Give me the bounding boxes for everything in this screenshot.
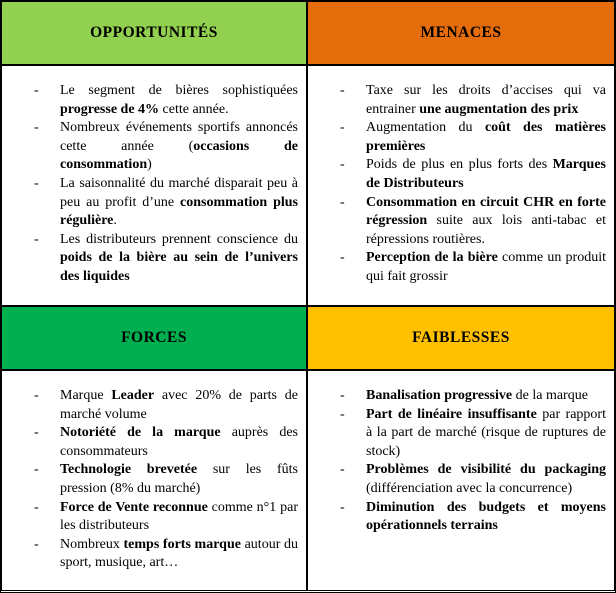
forces-cell	[1, 370, 307, 591]
bullet-dash: -	[34, 388, 39, 403]
opportunites-item-text: consommation plus régulière	[60, 194, 298, 229]
header-opportunites	[1, 1, 307, 65]
faiblesses-cell	[307, 370, 615, 591]
header-forces	[1, 306, 307, 370]
header-forces-label: FORCES	[121, 329, 187, 346]
header-menaces	[307, 1, 615, 65]
menaces-item	[314, 156, 606, 193]
menaces-item-text: Consommation en circuit CHR en forte régression	[366, 194, 606, 229]
forces-item	[8, 499, 298, 536]
opportunites-item-text: La saisonnalité du marché disparait peu à peu au profit d’une	[60, 175, 298, 210]
opportunites-list	[8, 82, 298, 287]
faiblesses-item-text: Problèmes de visibilité du packaging	[366, 462, 606, 478]
opportunites-item-text: Nombreux événements sportifs annoncés cette année (	[60, 120, 298, 154]
bullet-dash: -	[34, 175, 39, 191]
forces-item-text: Nombreux	[60, 536, 124, 552]
menaces-item-text: Augmentation du	[366, 120, 485, 136]
menaces-cell	[307, 65, 615, 306]
bullet-dash: -	[340, 388, 345, 403]
opportunites-item-text: .	[113, 213, 117, 229]
bullet-dash: -	[340, 120, 345, 136]
bullet-dash: -	[34, 120, 39, 136]
faiblesses-item-text: Part de linéaire insuffisante	[366, 406, 537, 422]
forces-item-text: temps forts marque	[123, 536, 241, 552]
bullet-dash: -	[340, 406, 345, 422]
menaces-item	[314, 249, 606, 286]
forces-item-text: comme n°1 par les distributeurs	[60, 499, 298, 534]
opportunites-item-text: occasions de consommation	[60, 138, 299, 173]
menaces-item-text: suite aux lois anti-tabac et répressions routières.	[366, 213, 606, 247]
bullet-dash: -	[34, 536, 39, 552]
opportunites-item-text: )	[147, 157, 152, 173]
bullet-dash: -	[340, 83, 345, 98]
forces-item-text: Marque	[60, 388, 112, 403]
menaces-item	[314, 194, 606, 250]
bullet-dash: -	[34, 83, 39, 98]
opportunites-item-text: Le segment de bières sophistiquées	[60, 83, 298, 98]
header-opportunites-label: OPPORTUNITÉS	[90, 24, 218, 41]
menaces-item	[314, 119, 606, 156]
faiblesses-item	[314, 499, 606, 536]
header-faiblesses	[307, 306, 615, 370]
menaces-item-text: comme un produit qui fait grossir	[366, 250, 607, 284]
forces-item	[8, 536, 298, 573]
opportunites-item	[8, 119, 298, 175]
opportunites-item	[8, 82, 298, 119]
bullet-dash: -	[340, 499, 345, 515]
menaces-item-text: Poids de plus en plus forts des	[366, 157, 553, 173]
forces-item	[8, 461, 298, 498]
menaces-list	[314, 82, 606, 287]
faiblesses-item	[314, 406, 606, 462]
header-faiblesses-label: FAIBLESSES	[412, 329, 510, 346]
opportunites-item-text: cette année.	[159, 101, 229, 117]
menaces-item-text: Perception de la bière	[366, 250, 498, 266]
forces-item	[8, 387, 298, 424]
forces-item	[8, 424, 298, 461]
opportunites-item-text: poids de la bière au sein de l’univers des liquides	[60, 250, 298, 284]
opportunites-cell	[1, 65, 307, 306]
bullet-dash: -	[34, 499, 39, 515]
forces-item-text: avec 20% de parts de marché volume	[60, 388, 298, 422]
bullet-dash: -	[340, 462, 345, 478]
bullet-dash: -	[340, 250, 345, 266]
header-menaces-label: MENACES	[420, 24, 502, 41]
faiblesses-item-text: par rapport à la part de marché (risque de ruptures de stock)	[366, 406, 606, 459]
faiblesses-list	[314, 387, 606, 536]
forces-item-text: autour du sport, musique, art…	[60, 536, 298, 571]
faiblesses-item-text: Banalisation progressive	[366, 388, 513, 403]
menaces-item-text: Marques de Distributeurs	[366, 157, 606, 191]
bullet-dash: -	[34, 231, 39, 247]
opportunites-item	[8, 175, 298, 231]
bullet-dash: -	[340, 194, 345, 210]
faiblesses-item-text: (différenciation avec la concurrence)	[366, 480, 573, 496]
forces-item-text: auprès des consommateurs	[60, 425, 299, 459]
faiblesses-item	[314, 461, 606, 498]
opportunites-item	[8, 231, 298, 287]
faiblesses-item-text: Diminution des budgets et moyens opérationnels terrains	[366, 499, 606, 534]
faiblesses-item-text: de la marque	[512, 388, 588, 403]
faiblesses-item	[314, 387, 606, 406]
menaces-item-text: une augmentation des prix	[419, 101, 579, 117]
menaces-item	[314, 82, 606, 119]
forces-item-text: Technologie brevetée	[60, 462, 198, 478]
forces-item-text: Force de Vente reconnue	[60, 499, 208, 515]
bullet-dash: -	[34, 425, 39, 441]
forces-item-text: sur les fûts pression (8% du marché)	[60, 462, 299, 496]
menaces-item-text: Taxe sur les droits d’accises qui va entrainer	[366, 83, 606, 117]
forces-list	[8, 387, 298, 573]
forces-item-text: Leader	[111, 388, 155, 403]
opportunites-item-text: progresse de 4%	[60, 101, 160, 117]
opportunites-item-text: Les distributeurs prennent conscience du	[60, 231, 298, 247]
bullet-dash: -	[340, 157, 345, 173]
menaces-item-text: coût des matières premières	[366, 120, 606, 154]
bullet-dash: -	[34, 462, 39, 478]
forces-item-text: Notoriété de la marque	[60, 425, 221, 441]
